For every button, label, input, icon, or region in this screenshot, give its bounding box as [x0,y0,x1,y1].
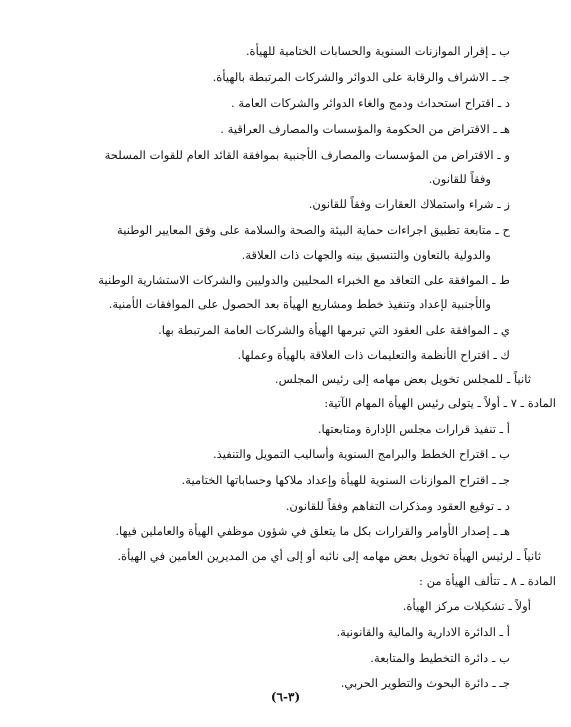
text-line-d-create-departments: د ـ اقتراح استحداث ودمج والغاء الدوائر والشركات العامة . [231,96,510,110]
text-line-z-real-estate: ز ـ شراء واستملاك العقارات وفقاً للقانون. [308,197,510,211]
text-line-j-supervision: جـ ـ الاشراف والرقابة على الدوائر والشركات المرتبطة بالهيأة. [212,70,510,84]
text-line-second-council-delegation: ثانياً ـ للمجلس تخويل بعض مهامه إلى رئيس المجلس. [274,372,531,386]
text-line-a-execute-decisions: أ ـ تنفيذ قرارات مجلس الإدارة ومتابعتها. [317,422,510,436]
text-line-y-contracts: ي ـ الموافقة على العقود التي تبرمها الهيأة والشركات العامة المرتبطة بها. [158,323,510,337]
text-line-a-admin-department: أ ـ الدائرة الادارية والمالية والقانونية. [336,625,510,639]
page-number: (٣-٦) [270,690,301,704]
text-line-h-domestic-borrowing: هـ ـ الاقتراض من الحكومة والمؤسسات والمصارف العراقية . [220,122,510,136]
text-line-h-continued: والدولية بالتعاون والتنسيق بينه والجهات ذات العلاقة. [241,248,491,262]
text-line-t-continued: والأجنبية لإعداد وتنفيذ خطط ومشاريع الهيأة بعد الحصول على الموافقات الأمنية. [108,297,491,311]
text-line-second-president-delegation: ثانياً ـ لرئيس الهيأة تخويل بعض مهامه إلى نائبه أو إلى أي من المديرين العامين في الهيأة. [117,549,541,563]
text-line-b-planning-department: ب ـ دائرة التخطيط والمتابعة. [370,651,510,665]
article-8-heading: المادة ـ ٨ ـ تتألف الهيأة من : [419,574,556,588]
article-7-heading: المادة ـ ٧ ـ أولاً ـ يتولى رئيس الهيأة المهام الآتية: [324,396,556,410]
text-line-k-regulations: ك ـ اقتراح الأنظمة والتعليمات ذات العلاقة بالهيأة وعملها. [237,348,510,362]
text-line-j-research-department: جـ ـ دائرة البحوث والتطوير الحربي. [340,676,510,690]
text-line-first-hq-formations: أولاً ـ تشكيلات مركز الهيأة. [402,599,531,613]
text-line-b-approve-budgets: ب ـ إقرار الموازنات السنوية والحسابات الختامية للهيأة. [245,44,510,58]
text-line-j-propose-budgets: جـ ـ اقتراح الموازنات السنوية للهيأة وإعداد ملاكها وحساباتها الختامية. [181,473,510,487]
text-line-d-sign-contracts: د ـ توقيع العقود ومذكرات التفاهم وفقاً للقانون. [285,499,510,513]
text-line-h-environment: ح ـ متابعة تطبيق اجراءات حماية البيئة والصحة والسلامة على وفق المعايير الوطنية [117,223,510,237]
text-line-w-continued: وفقاً للقانون. [428,172,491,186]
text-line-t-contracting-experts: ط ـ الموافقة على التعاقد مع الخبراء المحليين والدوليين والشركات الاستشارية الوطنية [98,273,510,287]
text-line-h-issue-orders: هـ ـ إصدار الأوامر والقرارات بكل ما يتعلق في شؤون موظفي الهيأة والعاملين فيها. [115,524,510,538]
text-line-w-foreign-borrowing: و ـ الاقتراض من المؤسسات والمصارف الأجنبية بموافقة القائد العام للقوات المسلحة [104,148,510,162]
text-line-b-propose-plans: ب ـ اقتراح الخطط والبرامج السنوية وأساليب التمويل والتنفيذ. [212,447,510,461]
